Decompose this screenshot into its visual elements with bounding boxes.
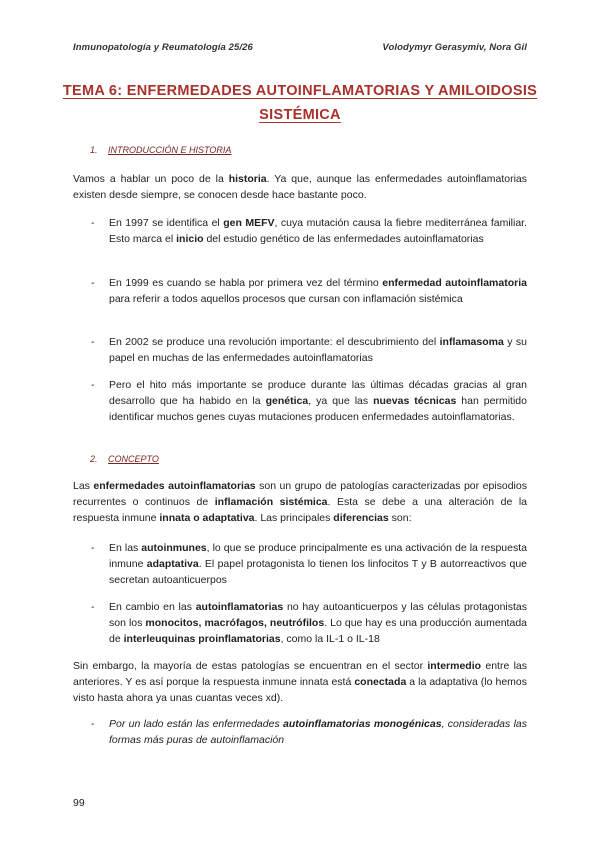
concept-item-autoimmune: - En las autoinmunes, lo que se produce principalmente es una activación de la respuesta inmune adaptativa. El papel protagonista lo tienen los linfocitos T y B autorreactivos que secretan autoanticuerpos — [91, 542, 528, 586]
history-item-1997: - En 1997 se identifica el gen MEFV, cuya mutación causa la fiebre mediterránea familiar. Esto marca el inicio del estudio genético de las enfermedades autoinflamatorias — [91, 217, 527, 245]
list-dash: - — [91, 379, 95, 391]
list-dash: - — [91, 601, 95, 613]
section-heading-concept — [90, 454, 159, 464]
history-item-genetics: - Pero el hito más importante se produce durante las últimas décadas gracias al gran desarrollo que ha habido en la genética, ya que las nuevas técnicas han permitido identificar muchos genes cuyas mutaciones producen enfermedades autoinflamatorias. — [91, 379, 527, 423]
page-number: 99 — [73, 797, 85, 809]
concept-paragraph: Las enfermedades autoinflamatorias son un grupo de patologías caracterizadas por episodios recurrentes o continuos de inflamación sistémica. Esta se debe a una alteración de la respuesta inmune innata o adaptativa. Las principales diferencias son: — [73, 480, 528, 524]
intermediate-paragraph: Sin embargo, la mayoría de estas patologías se encuentran en el sector intermedio entre las anteriores. Y es así porque la respuesta inmune innata está conectada a la adaptativa (lo hemos visto hasta ahora ya unas cuantas veces xd). — [73, 660, 527, 704]
title-line-1: TEMA 6: ENFERMEDADES AUTOINFLAMATORIAS Y AMILOIDOSIS — [62, 83, 538, 99]
running-header-course: Inmunopatología y Reumatología 25/26 — [73, 42, 253, 53]
running-header-authors: Volodymyr Gerasymiv, Nora Gil — [382, 42, 527, 53]
section-label: INTRODUCCIÓN E HISTORIA — [108, 145, 232, 155]
intro-paragraph: Vamos a hablar un poco de la historia. Ya que, aunque las enfermedades autoinflamatorias existen desde siempre, se conocen desde hace bastante poco. — [73, 173, 527, 201]
list-dash: - — [91, 336, 95, 348]
section-number: 2. — [90, 454, 98, 464]
list-dash: - — [91, 277, 95, 289]
list-dash: - — [91, 542, 95, 554]
concept-item-autoinflammatory: - En cambio en las autoinflamatorias no hay autoanticuerpos y las células protagonistas son los monocitos, macrófagos, neutrófilos. Lo que hay es una producción aumentada de interleuquinas proinflamatorias, como la IL-1 o IL-18 — [91, 601, 527, 645]
list-dash: - — [91, 718, 95, 730]
title-line-2: SISTÉMICA — [259, 107, 341, 123]
section-label: CONCEPTO — [108, 454, 159, 464]
history-item-2002: - En 2002 se produce una revolución importante: el descubrimiento del inflamasoma y su papel en muchas de las enfermedades autoinflamatorias — [91, 336, 527, 364]
list-dash: - — [91, 217, 95, 229]
history-item-1999: - En 1999 es cuando se habla por primera vez del término enfermedad autoinflamatoria para referir a todos aquellos procesos que cursan con inflamación sistémica — [91, 277, 527, 305]
page-title — [60, 79, 540, 127]
section-number: 1. — [90, 145, 98, 155]
monogenic-item: - Por un lado están las enfermedades autoinflamatorias monogénicas, consideradas las formas más puras de autoinflamación — [91, 718, 527, 746]
section-heading-intro — [90, 145, 231, 155]
